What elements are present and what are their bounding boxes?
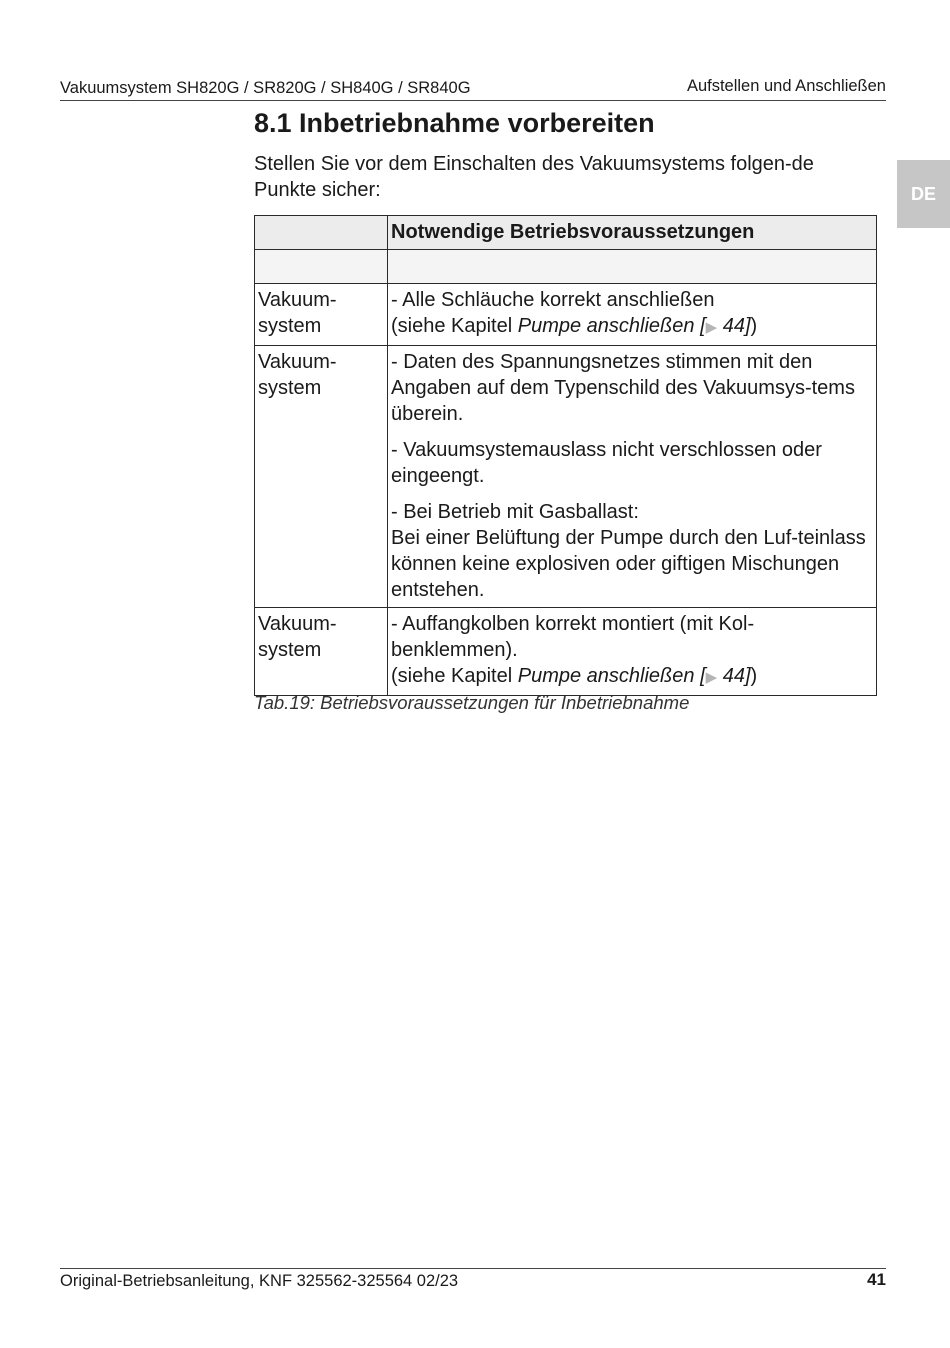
table-row xyxy=(255,346,877,608)
component-cell: Vakuum-system xyxy=(255,284,388,346)
table-cell xyxy=(388,250,877,284)
footer-document-info: Original-Betriebsanleitung, KNF 325562-325564 02/23 xyxy=(60,1272,459,1290)
reference-prefix: (siehe Kapitel xyxy=(391,665,518,687)
requirement-cell xyxy=(388,608,877,696)
footer-divider xyxy=(60,1268,886,1269)
requirement-item xyxy=(391,287,873,341)
requirement-detail: Bei einer Belüftung der Pumpe durch den Luf-teinlass können keine explosiven oder giftigen Mischungen entstehen. xyxy=(391,527,866,601)
reference-prefix: (siehe Kapitel xyxy=(391,315,518,337)
reference-title: Pumpe anschließen [ xyxy=(517,315,706,337)
requirement-text: - Auffangkolben korrekt montiert (mit Kol-benklemmen). xyxy=(391,613,755,661)
component-cell: Vakuum-system xyxy=(255,608,388,696)
reference-page: 44] xyxy=(717,665,751,687)
requirement-item: - Daten des Spannungsnetzes stimmen mit den Angaben auf dem Typenschild des Vakuumsys-tems überein. xyxy=(391,351,855,425)
reference-suffix: ) xyxy=(750,315,758,337)
arrow-right-icon: ▶ xyxy=(705,319,718,336)
requirement-text: - Alle Schläuche korrekt anschließen xyxy=(391,289,715,311)
reference-suffix: ) xyxy=(750,665,758,687)
chapter-reference-link[interactable] xyxy=(518,315,751,337)
header-product: Vakuumsystem SH820G / SR820G / SH840G / SR840G xyxy=(60,79,471,97)
header-divider xyxy=(60,100,886,101)
component-cell: Vakuum-system xyxy=(255,346,388,608)
table-header-row xyxy=(255,216,877,250)
requirement-text: - Bei Betrieb mit Gasballast: xyxy=(391,501,639,523)
table-empty-row xyxy=(255,250,877,284)
section-intro: Stellen Sie vor dem Einschalten des Vakuumsystems folgen-de Punkte sicher: xyxy=(254,153,814,201)
language-tab: DE xyxy=(897,160,950,228)
requirement-item xyxy=(391,499,873,603)
table-cell xyxy=(255,250,388,284)
section-title: 8.1 Inbetriebnahme vorbereiten xyxy=(254,108,655,138)
reference-page: 44] xyxy=(717,315,751,337)
page-number: 41 xyxy=(867,1270,886,1289)
table-header-cell-component xyxy=(255,216,388,250)
table-header-cell-requirements: Notwendige Betriebsvoraussetzungen xyxy=(388,216,877,250)
chapter-reference-link[interactable] xyxy=(518,665,751,687)
header-chapter: Aufstellen und Anschließen xyxy=(686,77,886,95)
arrow-right-icon: ▶ xyxy=(705,669,718,686)
requirement-item: - Vakuumsystemauslass nicht verschlossen oder eingeengt. xyxy=(391,439,822,487)
requirement-cell xyxy=(388,346,877,608)
table-row xyxy=(255,608,877,696)
requirement-item xyxy=(391,611,873,691)
requirements-table xyxy=(254,215,877,696)
table-caption: Tab.19: Betriebsvoraussetzungen für Inbetriebnahme xyxy=(254,692,690,713)
requirement-cell xyxy=(388,284,877,346)
reference-title: Pumpe anschließen [ xyxy=(517,665,706,687)
table-row xyxy=(255,284,877,346)
